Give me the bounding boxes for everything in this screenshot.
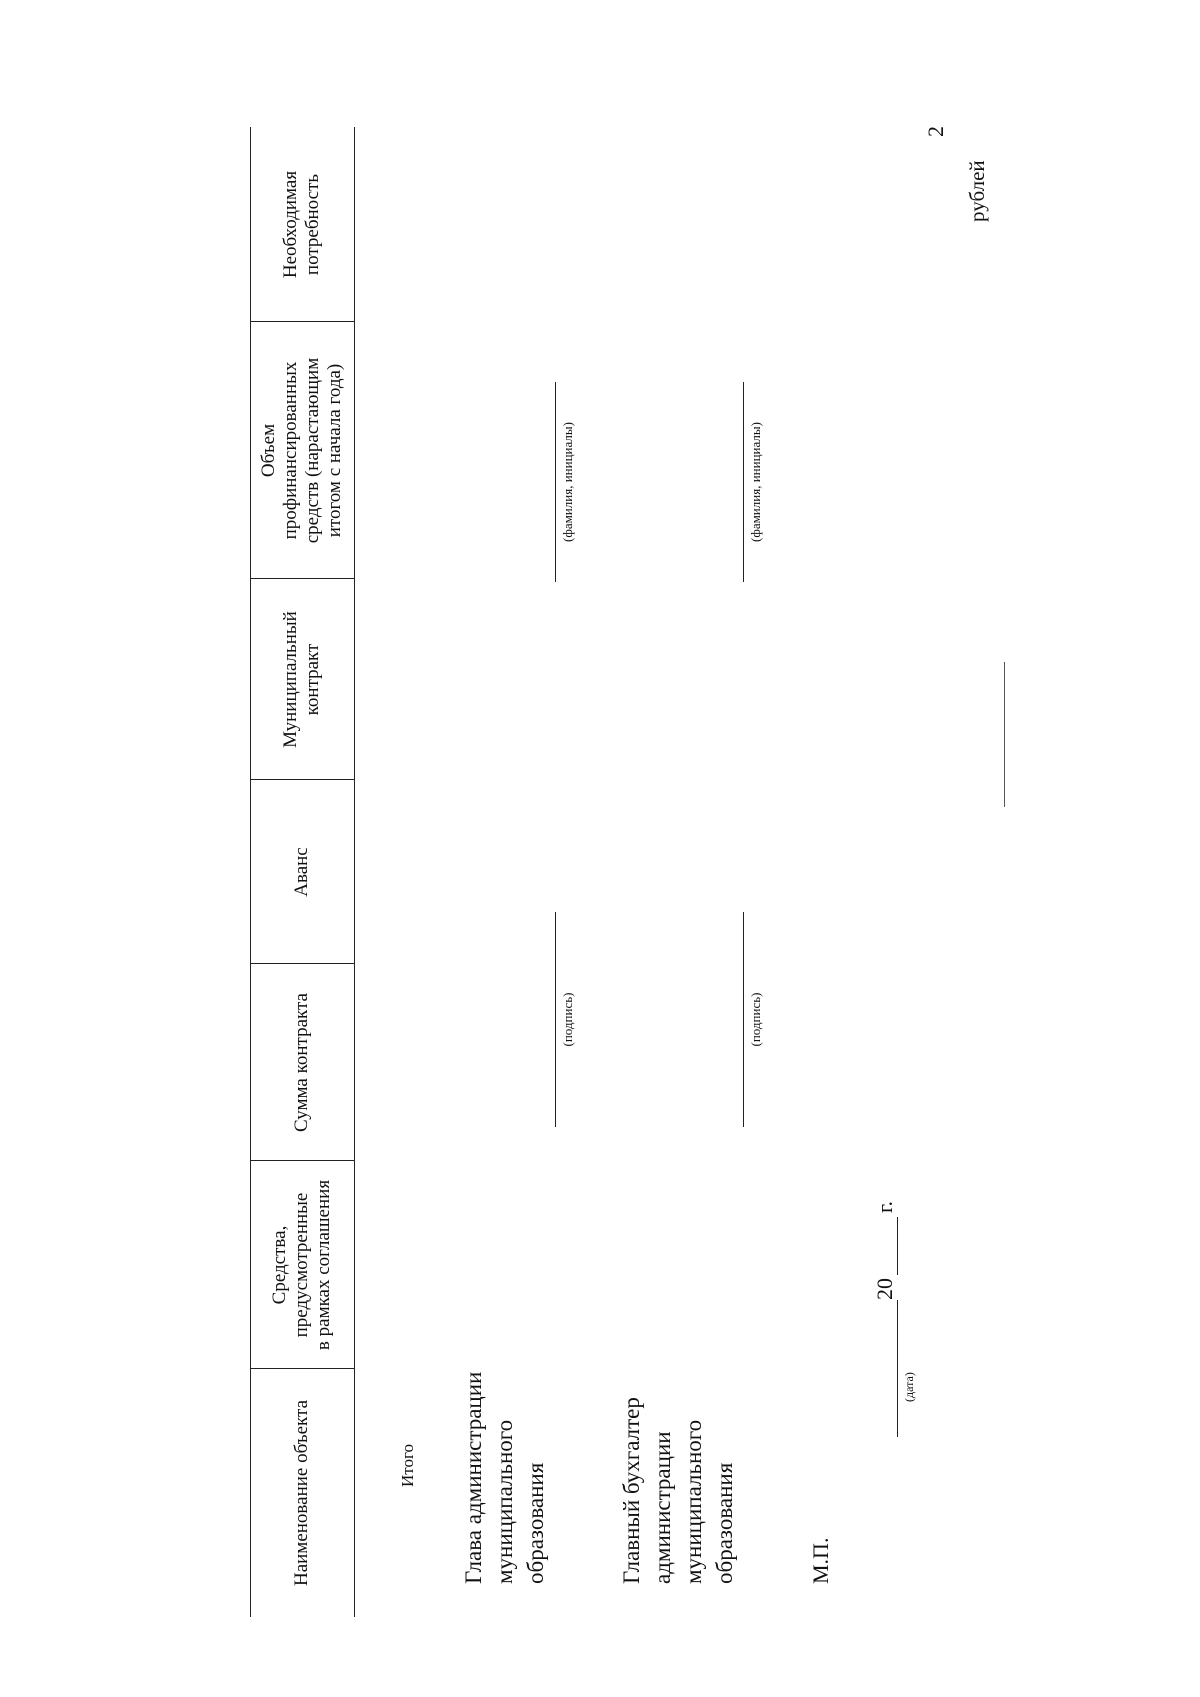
stamp-place-label: М.П.: [808, 1537, 833, 1584]
header-text: Сумма контракта: [291, 993, 312, 1132]
header-text: Объем профинансированных средств (нарастающим итогом с начала года): [258, 357, 345, 544]
header-financed-volume: [250, 322, 354, 579]
year-prefix: 20: [872, 1278, 897, 1300]
year-line: [897, 1217, 898, 1275]
accountant-name-caption: (фамилия, инициалы): [748, 422, 763, 542]
date-caption: (дата): [902, 1372, 916, 1402]
page-number: 2: [923, 126, 948, 137]
chief-accountant-title: Главный бухгалтер администрации муниципального образования: [619, 1397, 737, 1584]
head-signature-line: [555, 912, 556, 1127]
head-signature-caption: (подпись): [560, 992, 575, 1047]
accountant-name-line: [743, 382, 744, 582]
total-label: Итого: [398, 1443, 417, 1487]
header-text: Наименование объекта: [291, 1399, 312, 1587]
header-contract-sum: [250, 964, 354, 1161]
head-of-administration-title: Глава администрации муниципального образования: [461, 1371, 548, 1584]
header-text: Средства, предусмотренные в рамках соглашения: [269, 1179, 334, 1351]
header-municipal-contract: [250, 579, 354, 780]
head-name-line: [555, 382, 556, 582]
header-agreement-funds: [250, 1161, 354, 1369]
header-required-need: [250, 127, 354, 322]
currency-units: рублей: [965, 160, 989, 222]
head-name-caption: (фамилия, инициалы): [560, 422, 575, 542]
date-day-line: [897, 1300, 898, 1437]
header-advance: [250, 780, 354, 964]
year-suffix: г.: [872, 1200, 897, 1213]
stray-scan-line: [1004, 662, 1005, 807]
accountant-signature-caption: (подпись): [748, 992, 763, 1047]
table-bottom-rule: [354, 127, 355, 1617]
accountant-signature-line: [743, 912, 744, 1127]
header-object-name: [250, 1369, 354, 1617]
header-text: Муниципальный контракт: [280, 611, 323, 748]
header-text: Аванс: [291, 847, 312, 897]
header-text: Необходимая потребность: [280, 170, 323, 279]
